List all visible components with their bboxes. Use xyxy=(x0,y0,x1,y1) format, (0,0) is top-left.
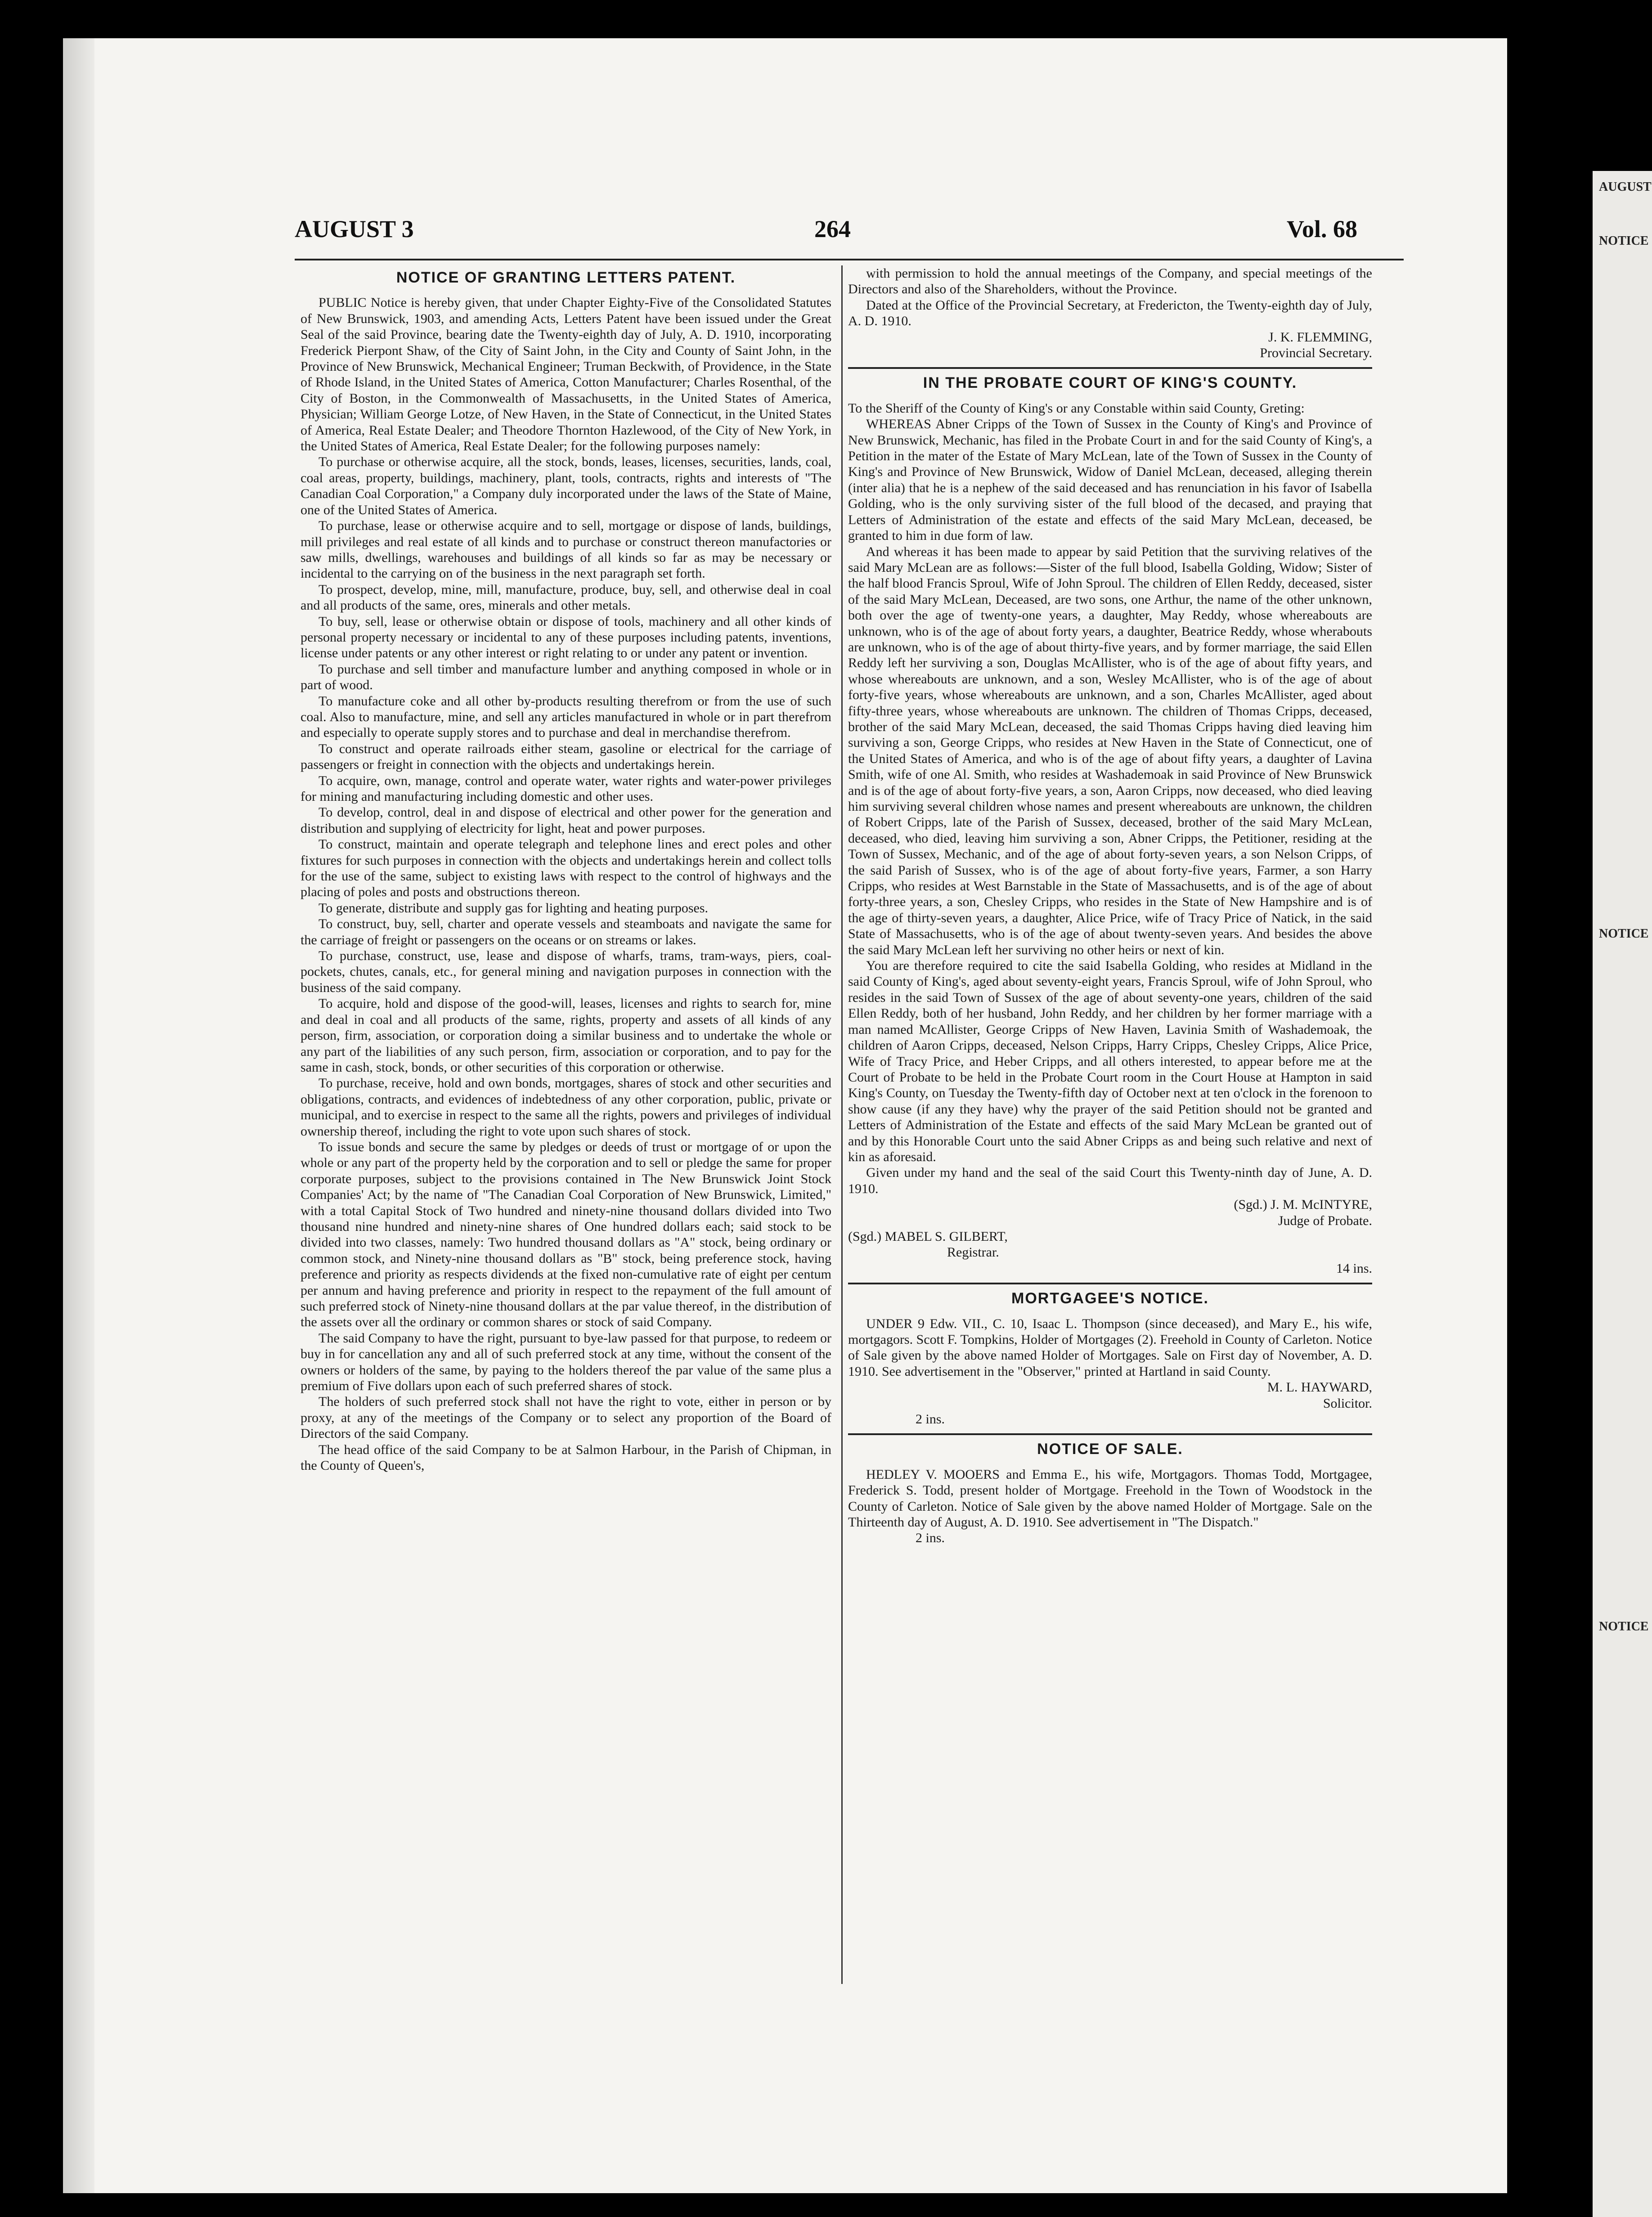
purpose-paragraph: To acquire, hold and dispose of the good-will, leases, licenses and rights to search for, mine and deal in coal and all products of the same, rights, property and assets of all kinds of any person, firm, association, or corporation doing a similar business and to undertake the whole or any part of the liabilities of any such person, firm, association or corporation, and to pay for the same in cash, stock, bonds, or other securities of this corporation or otherwise. xyxy=(301,996,831,1075)
section-rule xyxy=(848,1433,1372,1435)
purpose-paragraph: To purchase and sell timber and manufacture lumber and anything composed in whole or in part of wood. xyxy=(301,661,831,693)
patent-purposes xyxy=(301,454,831,1473)
fragment-text: NOTICE xyxy=(1599,927,1649,941)
header-volume: Vol. 68 xyxy=(1287,215,1358,242)
purpose-paragraph: To generate, distribute and supply gas for lighting and heating purposes. xyxy=(319,900,709,916)
mortgagee-signatory: M. L. HAYWARD, xyxy=(1267,1380,1372,1395)
probate-paragraph: And whereas it has been made to appear by said Petition that the surviving relatives of the said Mary McLean are as follows:—Sister of the full blood, Isabella Golding, Widow; Sister of the half blood Francis Sproul, Wife of John Sproul. The children of Ellen Reddy, deceased, sister of the said Mary McLean, Deceased, are two sons, one Arthur, the name of the other unknown, both over the age of twenty-one years, a daughter, May Reddy, whose whereabouts are unknown, who is of the age of about forty years, a daughter, Beatrice Reddy, whose wherabouts are unknown, who is of the age of about thirty-five years, and by former marriage, the said Ellen Reddy left her surviving a son, Douglas McAllister, who is of the age of about fifty years, and whose whereabouts are unknown, and a son, Wesley McAllister, who is of the age of about forty-five years, whose whereabouts are unknown, and a son, Charles McAllister, aged about fifty-three years, whose whereabouts are unknown. The children of Thomas Cripps, deceased, brother of the said Mary McLean, deceased, the said Thomas Cripps having died leaving him surviving a son, George Cripps, who resides at New Haven in the State of Connecticut, one of the United States of America, and who is of the age of about fifty years, a daughter of Lavina Smith, wife of one Al. Smith, who resides at Washademoak in said Province of New Brunswick and is of the age of about forty-five years, a son, Aaron Cripps, now deceased, who died leaving him surviving several children whose names and present whereabouts are unknown, the children of Robert Cripps, late of the Parish of Sussex, deceased, brother of the said Mary McLean, deceased, who died, leaving him surviving a son, Abner Cripps, the Petitioner, residing at the Town of Sussex, Mechanic, and of the age of about forty-seven years, a son Nelson Cripps, of the said Parish of Sussex, who is of the age of about forty-five years, Farmer, a son Harry Cripps, who resides at West Barnstable in the State of Massachusetts, and is of the age of about forty-three years, a son, Chesley Cripps, who resides in the State of New Hampshire and is of the age of thirty-seven years, a daughter, Alice Price, wife of Tracy Price of Natick, in the said State of Massachusetts, who is of the age of about twenty-seven years. And besides the above the said Mary McLean left her surviving no other heirs or next of kin. xyxy=(848,544,1372,957)
purpose-paragraph: To construct, buy, sell, charter and operate vessels and steamboats and navigate the same for the carriage of freight or passengers on the oceans or on streams or lakes. xyxy=(301,916,831,947)
adjacent-page-fragment xyxy=(1593,171,1652,2217)
sale-body: HEDLEY V. MOOERS and Emma E., his wife, Mortgagors. Thomas Todd, Mortgagee, Frederick S. Todd, present holder of Mortgage. Freehold in the Town of Woodstock in the County of Carleton. Notice of Sale given by the above named Holder of Mortgage. Sale on the Thirteenth day of August, A. D. 1910. See advertisement in "The Dispatch." xyxy=(848,1467,1372,1530)
header-rule xyxy=(295,259,1404,260)
page-edge xyxy=(63,38,94,2193)
purpose-paragraph: To buy, sell, lease or otherwise obtain or dispose of tools, machinery and all other kinds of personal property necessary or incidental to any of these purposes including patents, inventions, license under patents or any other interest or right relating to or under any patent or invention. xyxy=(301,614,831,661)
mortgagee-heading: MORTGAGEE'S NOTICE. xyxy=(1011,1290,1209,1307)
purpose-paragraph: To construct and operate railroads either steam, gasoline or electrical for the carriage of passengers or freight in connection with the objects and undertakings herein. xyxy=(301,741,831,772)
purpose-paragraph: The said Company to have the right, pursuant to bye-law passed for that purpose, to redeem or buy in for cancellation any and all of such preferred stock at any time, without the consent of the owners or holders of the same, by paying to the holders thereof the par value of the same plus a premium of Five dollars upon each of such preferred shares of stock. xyxy=(301,1330,831,1394)
header-date: AUGUST 3 xyxy=(295,215,414,242)
patent-heading: NOTICE OF GRANTING LETTERS PATENT. xyxy=(396,269,736,286)
patent-dated: Dated at the Office of the Provincial Secretary, at Fredericton, the Twenty-eighth day of July, A. D. 1910. xyxy=(848,297,1372,329)
purpose-paragraph: To develop, control, deal in and dispose of electrical and other power for the generation and distribution and supplying of electricity for light, heat and power purposes. xyxy=(301,805,831,836)
purpose-paragraph: To purchase, receive, hold and own bonds, mortgages, shares of stock and other securities and obligations, contracts, and evidences of indebtedness of any other corporation, public, private or municipal, and to exercise in respect to the same all the rights, powers and privileges of individual ownership thereof, including the right to vote upon such shares of stock. xyxy=(301,1076,831,1139)
purpose-paragraph: To prospect, develop, mine, mill, manufacture, produce, buy, sell, and otherwise deal in coal and all products of the same, ores, minerals and other metals. xyxy=(301,582,831,613)
mortgagee-insertions: 2 ins. xyxy=(916,1412,945,1427)
probate-paragraph: You are therefore required to cite the said Isabella Golding, who resides at Midland in the said County of King's, aged about seventy-eight years, Francis Sproul, wife of John Sproul, who resides in the said Town of Sussex of the age of about seventy-one years, children of the said Ellen Reddy, both of her husband, John Reddy, and her children by her former marriage with a man named McAllister, George Cripps of New Haven, Lavinia Smith of Washademoak, the children of Aaron Cripps, deceased, Nelson Cripps, Harry Cripps, Chesley Cripps, Alice Price, Wife of Tracy Price, and Heber Cripps, and all others interested, to appear before me at the Court of Probate to be held in the Probate Court room in the Court House at Hampton in said King's County, on Tuesday the Twenty-fifth day of October next at ten o'clock in the forenoon to show cause (if any they have) why the prayer of the said Petition should not be granted and Letters of Administration of the Estate and effects of the said Mary McLean be granted out of and by this Honorable Court unto the said Abner Cripps as and being such relative and next of kin as aforesaid. xyxy=(848,958,1372,1164)
purpose-paragraph: To manufacture coke and all other by-products resulting therefrom or from the use of such coal. Also to manufacture, mine, and sell any articles manufactured in whole or in part therefrom and especially to operate supply stores and to purchase and deal in merchandise therefrom. xyxy=(301,693,831,740)
fragment-text: AUGUST xyxy=(1599,180,1652,194)
purpose-paragraph: To purchase or otherwise acquire, all the stock, bonds, leases, licenses, securities, lands, coal, coal areas, property, buildings, machinery, plant, tools, contracts, rights and interests of "The Canadian Coal Corporation," a Company duly incorporated under the laws of the State of Maine, one of the United States of America. xyxy=(301,454,831,517)
probate-judge-title: Judge of Probate. xyxy=(1278,1213,1372,1228)
mortgagee-signatory-title: Solicitor. xyxy=(1323,1396,1372,1411)
patent-signatory-title: Provincial Secretary. xyxy=(1260,346,1372,361)
header-page-number: 264 xyxy=(814,215,851,242)
left-column xyxy=(301,265,831,1988)
patent-intro: PUBLIC Notice is hereby given, that under Chapter Eighty-Five of the Consolidated Statutes of New Brunswick, 1903, and amending Acts, Letters Patent have been issued under the Great Seal of the said Province, bearing date the Twenty-eighth day of July, A. D. 1910, incorporating Frederick Pierpont Shaw, of the City of Saint John, in the City and County of Saint John, in the Province of New Brunswick, Mechanical Engineer; Truman Beckwith, of Providence, in the State of Rhode Island, in the United States of America, Cotton Manufacturer; Charles Rosenthal, of the City of Boston, in the Commonwealth of Massachusetts, in the United States of America, Physician; William George Lotze, of New Haven, in the State of Connecticut, in the United States of America, Real Estate Dealer; and Theodore Thornton Hazlewood, of the City of New York, in the United States of America, Real Estate Dealer; for the following purposes namely: xyxy=(301,295,831,454)
fragment-text: NOTICE xyxy=(1599,1620,1649,1634)
probate-insertions: 14 ins. xyxy=(1336,1261,1372,1276)
probate-registrar-title: Registrar. xyxy=(947,1245,999,1260)
purpose-paragraph: To construct, maintain and operate telegraph and telephone lines and erect poles and other fixtures for such purposes in connection with the objects and undertakings herein and collect tolls for the use of the same, subject to existing laws with respect to the control of highways and the placing of poles and posts and obstructions thereon. xyxy=(301,837,831,900)
sale-insertions: 2 ins. xyxy=(916,1530,945,1546)
fragment-text: NOTICE xyxy=(1599,234,1649,248)
purpose-paragraph: To purchase, lease or otherwise acquire and to sell, mortgage or dispose of lands, buildings, mill privileges and real estate of all kinds and to purchase or construct thereon manufactories or saw mills, dwellings, warehouses and buildings of all kinds so far as may be necessary or incidental to the carrying on of the business in the next paragraph set forth. xyxy=(301,518,831,581)
mortgagee-body: UNDER 9 Edw. VII., C. 10, Isaac L. Thompson (since deceased), and Mary E., his wife, mortgagors. Scott F. Tompkins, Holder of Mortgages (2). Freehold in County of Carleton. Notice of Sale given by the above named Holder of Mortgages. Sale on First day of November, A. D. 1910. See advertisement in the "Observer," printed at Hartland in said County. xyxy=(848,1316,1372,1379)
section-rule xyxy=(848,367,1372,369)
probate-paragraph: Given under my hand and the seal of the said Court this Twenty-ninth day of June, A. D. 1910. xyxy=(848,1165,1372,1196)
section-rule xyxy=(848,1283,1372,1284)
purpose-paragraph: The head office of the said Company to be at Salmon Harbour, in the Parish of Chipman, in the County of Queen's, xyxy=(301,1442,831,1473)
purpose-paragraph: The holders of such preferred stock shall not have the right to vote, either in person or by proxy, at any of the meetings of the Company or to select any proportion of the Board of Directors of the said Company. xyxy=(301,1394,831,1441)
probate-registrar: (Sgd.) MABEL S. GILBERT, xyxy=(848,1229,1008,1244)
column-divider xyxy=(841,265,843,1984)
probate-paragraph: WHEREAS Abner Cripps of the Town of Sussex in the County of King's and Province of New Brunswick, Mechanic, has filed in the Probate Court in and for the said County of King's, a Petition in the mater of the Estate of Mary McLean, late of the Town of Sussex in the County of King's and Province of New Brunswick, Widow of Daniel McLean, deceased, alleging therein (inter alia) that he is a nephew of the said deceased and has renunciation in his favor of Isabella Golding, who is the only surviving sister of the full blood of the decased, and praying that Letters of Administration of the estate and effects of the said Mary McLean, deceased, be granted to him in due form of law. xyxy=(848,417,1372,543)
probate-heading: IN THE PROBATE COURT OF KING'S COUNTY. xyxy=(923,374,1297,392)
probate-judge: (Sgd.) J. M. McINTYRE, xyxy=(1234,1197,1372,1212)
sale-heading: NOTICE OF SALE. xyxy=(1037,1441,1183,1458)
purpose-paragraph: To purchase, construct, use, lease and dispose of wharfs, trams, tram-ways, piers, coal-pockets, chutes, canals, etc., for general mining and navigation purposes in connection with the business of the said company. xyxy=(301,948,831,995)
patent-continuation: with permission to hold the annual meetings of the Company, and special meetings of the Directors and also of the Shareholders, without the Province. xyxy=(848,266,1372,297)
purpose-paragraph: To issue bonds and secure the same by pledges or deeds of trust or mortgage of or upon the whole or any part of the property held by the corporation and to sell or pledge the same for proper corporate purposes, subject to the provisions contained in The New Brunswick Joint Stock Companies' Act; by the name of "The Canadian Coal Corporation of New Brunswick, Limited," with a total Capital Stock of Two hundred and ninety-nine thousand dollars divided into Two thousand nine hundred and ninety-nine shares of One hundred dollars each; said stock to be divided into two classes, namely: Two hundred thousand dollars as "A" stock, being ordinary or common stock, and Ninety-nine thousand dollars as "B" stock, being preference stock, having preference and priority as respects dividends at the fixed non-cumulative rate of eight per centum per annum and having preference and priority in respect to the repayment of the full amount of such preferred stock of Ninety-nine thousand dollars at the par value thereof, in the distribution of the assets over all the ordinary or common shares or stock of said Company. xyxy=(301,1139,831,1330)
patent-signatory: J. K. FLEMMING, xyxy=(1268,329,1372,345)
probate-address: To the Sheriff of the County of King's or any Constable within said County, Greting: xyxy=(848,400,1305,416)
right-column xyxy=(848,265,1372,1988)
purpose-paragraph: To acquire, own, manage, control and operate water, water rights and water-power privileges for mining and manufacturing including domestic and other uses. xyxy=(301,773,831,804)
